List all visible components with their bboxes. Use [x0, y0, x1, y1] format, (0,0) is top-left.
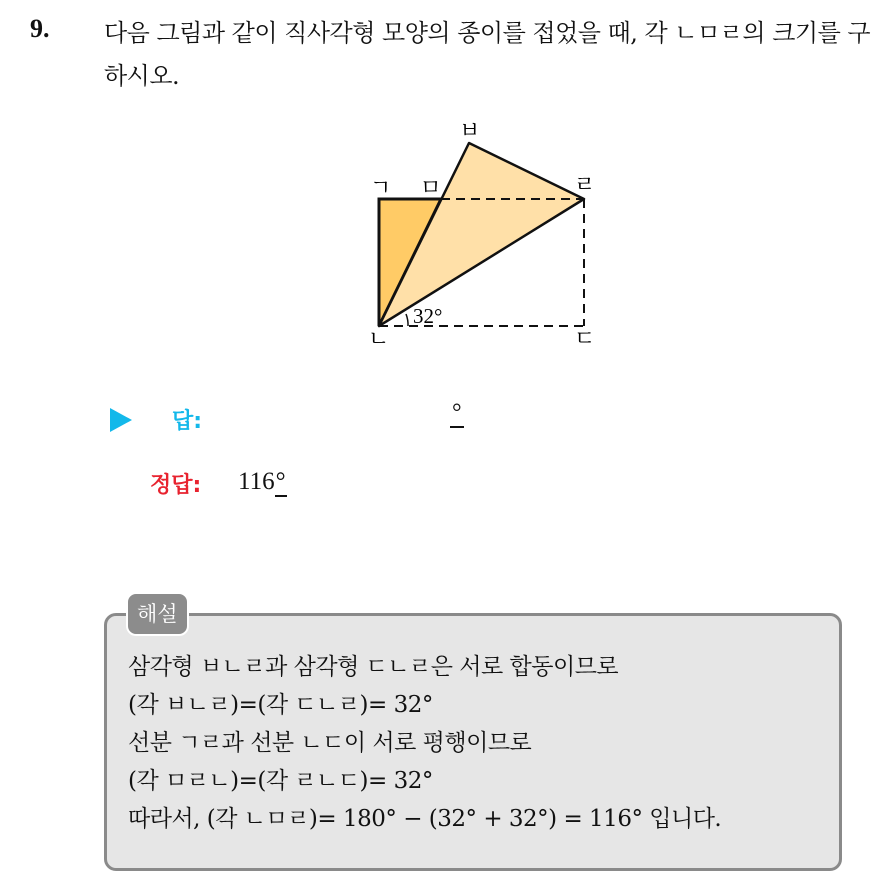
- correct-answer: [238, 468, 287, 496]
- label-giyeok: ㄱ: [370, 176, 392, 201]
- angle-arc: [406, 314, 408, 326]
- explanation-line-2: (각 ㅂㄴㄹ)=(각 ㄷㄴㄹ)= 32°: [128, 692, 433, 718]
- explanation-line-1: 삼각형 ㅂㄴㄹ과 삼각형 ㄷㄴㄹ은 서로 합동이므로: [128, 654, 619, 680]
- answer-label: 답:: [172, 409, 203, 434]
- answer-input-unit[interactable]: °: [452, 400, 462, 426]
- label-bieup: ㅂ: [459, 119, 481, 144]
- question-text: 다음 그림과 같이 직사각형 모양의 종이를 접었을 때, 각 ㄴㅁㄹ의 크기를 구하시오.: [104, 19, 871, 90]
- label-mieum: ㅁ: [420, 176, 442, 201]
- angle-label: 32°: [413, 304, 443, 328]
- label-rieul: ㄹ: [574, 173, 596, 198]
- label-digeut: ㄷ: [574, 327, 596, 352]
- label-nieun: ㄴ: [368, 327, 390, 352]
- explanation-tag: 해설: [126, 592, 189, 636]
- explanation-line-4: (각 ㅁㄹㄴ)=(각 ㄹㄴㄷ)= 32°: [128, 768, 433, 794]
- explanation-line-3: 선분 ㄱㄹ과 선분 ㄴㄷ이 서로 평행이므로: [128, 730, 532, 756]
- question-number: 9.: [30, 14, 50, 43]
- correct-label: 정답:: [150, 473, 202, 498]
- explanation-line-5: 따라서, (각 ㄴㅁㄹ)= 180° − (32° + 32°) = 116° 입니다.: [128, 806, 722, 832]
- answer-arrow-icon: [110, 408, 132, 432]
- correct-unit: °: [275, 468, 286, 495]
- explanation-text: [128, 648, 721, 838]
- correct-value: 116: [238, 468, 275, 495]
